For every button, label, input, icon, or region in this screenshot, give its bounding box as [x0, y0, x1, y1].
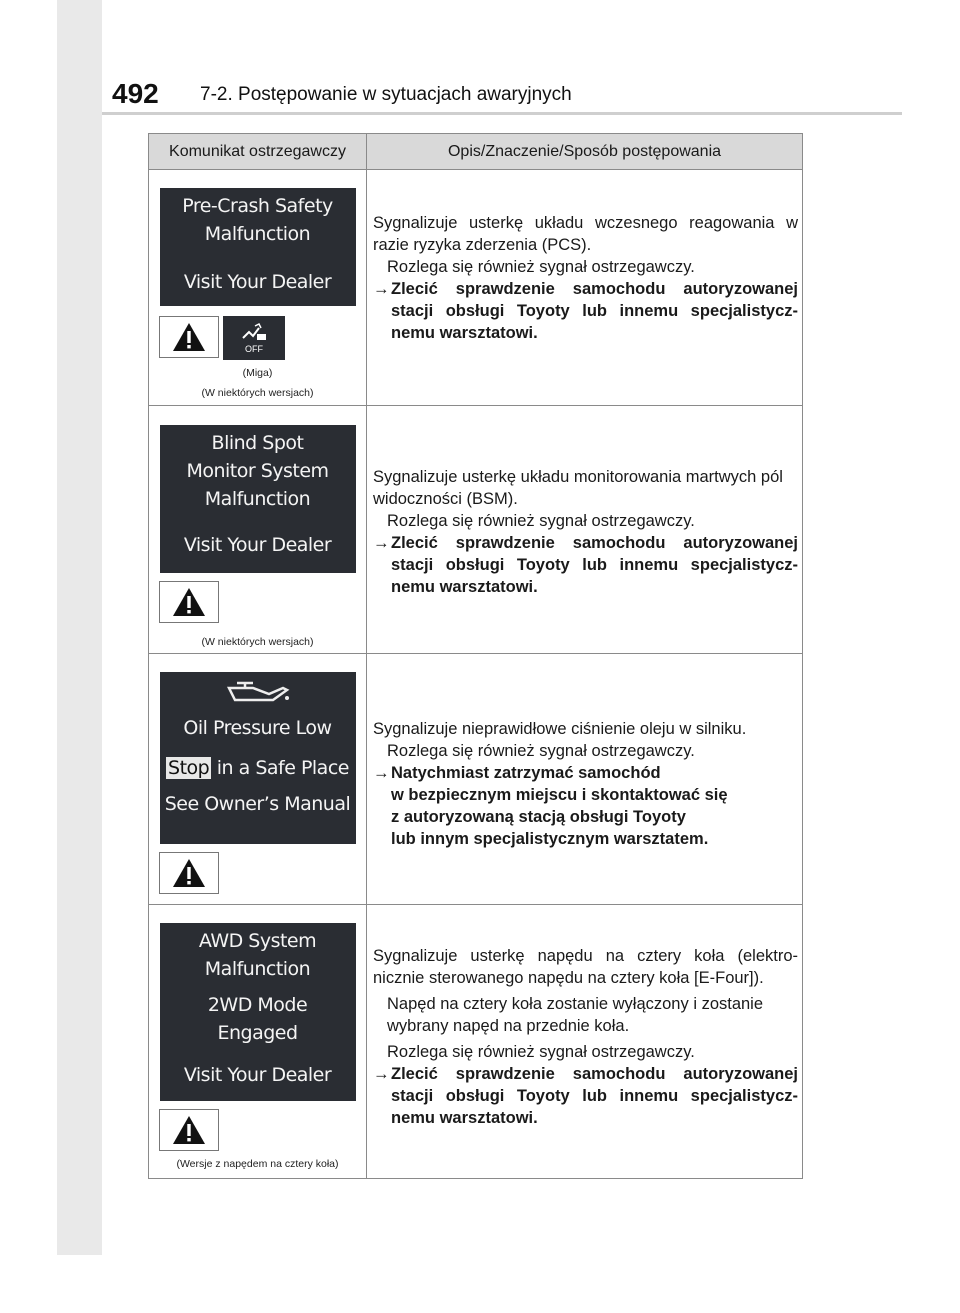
description-text: Sygnalizuje usterkę układu wczesnego reagowania w razie ryzyka zderzenia (PCS).	[373, 214, 798, 254]
screen-line: Visit Your Dealer	[183, 534, 332, 556]
warning-triangle-icon	[159, 581, 219, 623]
caption-some-versions: (W niektórych wersjach)	[201, 387, 314, 399]
action-text: Zlecić sprawdzenie samochodu autoryzowanej stacji obsługi Toyoty lub innemu specjalistycz-nemu warsztatowi.	[391, 280, 798, 342]
pcs-off-label: OFF	[245, 344, 263, 354]
note-text-awd: Napęd na cztery koła zostanie wyłączony i zostanie wybrany napęd na przednie koła.	[387, 995, 764, 1035]
note-text: Rozlega się również sygnał ostrzegawczy.	[387, 1043, 695, 1061]
caption-some-versions: (W niektórych wersjach)	[201, 636, 314, 648]
stop-highlight: Stop	[168, 757, 210, 779]
side-band	[57, 0, 102, 1255]
oil-can-icon	[160, 680, 356, 708]
screen-line: Malfunction	[204, 958, 311, 980]
description-cell	[367, 654, 803, 905]
screen-line: See Owner’s Manual	[164, 793, 351, 815]
screen-line: Malfunction	[204, 488, 311, 510]
message-cell	[149, 170, 367, 406]
message-cell	[149, 406, 367, 654]
screen-line	[160, 513, 356, 531]
screen-line: AWD System	[198, 930, 317, 952]
description-text: Sygnalizuje usterkę napędu na cztery koła (elektro-nicznie sterowanego napędu na cztery koła [E-Four]).	[373, 947, 798, 987]
indicator-icons	[159, 1109, 366, 1151]
section-title: 7-2. Postępowanie w sytuacjach awaryjnych	[200, 84, 572, 105]
col-header-description: Opis/Znaczenie/Sposób postępowania	[367, 134, 803, 170]
screen-line-text: in a Safe Place	[216, 757, 349, 779]
action-text: Zlecić sprawdzenie samochodu autoryzowanej stacji obsługi Toyoty lub innemu specjalistycz-nemu warsztatowi.	[391, 534, 798, 596]
screen-line: Pre-Crash Safety	[182, 195, 333, 217]
table-row	[149, 905, 803, 1179]
action-line-text: Natychmiast zatrzymać samochód	[391, 764, 661, 782]
display-screen-pcs	[160, 188, 356, 306]
note-text: Rozlega się również sygnał ostrzegawczy.	[387, 258, 695, 276]
action-line	[373, 1063, 798, 1129]
display-screen-bsm	[160, 425, 356, 573]
screen-line: Visit Your Dealer	[183, 271, 332, 293]
warning-table	[148, 133, 803, 1179]
action-line	[373, 532, 798, 598]
action-line-text: w bezpiecznym miejscu i skontaktować się	[391, 786, 728, 804]
caption-blinks: (Miga)	[242, 367, 273, 379]
description-cell	[367, 905, 803, 1179]
screen-line: Monitor System	[186, 460, 329, 482]
warning-triangle-icon	[159, 316, 219, 358]
screen-line	[160, 1047, 356, 1061]
display-screen-oil	[160, 672, 356, 844]
description-cell	[367, 170, 803, 406]
action-line-text: lub innym specjalistycznym warsztatem.	[391, 830, 709, 848]
action-line	[373, 762, 798, 850]
caption-awd-versions: (Wersje z napędem na cztery koła)	[176, 1158, 339, 1170]
screen-line-stop	[160, 754, 356, 782]
message-cell	[149, 654, 367, 905]
pcs-off-icon	[223, 316, 285, 360]
screen-line: Malfunction	[204, 223, 311, 245]
arrow-icon: →	[373, 764, 390, 782]
table-row	[149, 406, 803, 654]
screen-line: 2WD Mode	[207, 994, 308, 1016]
note-text: Rozlega się również sygnał ostrzegawczy.	[387, 512, 695, 530]
arrow-icon: →	[373, 280, 390, 298]
action-text	[391, 762, 728, 850]
indicator-icons	[159, 852, 366, 894]
display-screen-awd	[160, 923, 356, 1101]
col-header-message: Komunikat ostrzegawczy	[149, 134, 367, 170]
page-number: 492	[112, 78, 159, 109]
warning-triangle-icon	[159, 852, 219, 894]
indicator-icons	[159, 581, 366, 623]
arrow-icon: →	[373, 534, 390, 552]
screen-line: Visit Your Dealer	[183, 1064, 332, 1086]
arrow-icon: →	[373, 1065, 390, 1083]
screen-line: Blind Spot	[211, 432, 304, 454]
message-cell	[149, 905, 367, 1179]
description-text: Sygnalizuje nieprawidłowe ciśnienie oleju w silniku.	[373, 720, 747, 738]
table-row	[149, 170, 803, 406]
action-line	[373, 278, 798, 344]
description-text: Sygnalizuje usterkę układu monitorowania martwych pól widoczności (BSM).	[373, 468, 783, 508]
screen-line	[160, 248, 356, 268]
screen-line: Oil Pressure Low	[183, 717, 332, 739]
description-cell	[367, 406, 803, 654]
warning-triangle-icon	[159, 1109, 219, 1151]
table-header-row	[149, 134, 803, 170]
note-text: Rozlega się również sygnał ostrzegawczy.	[387, 742, 695, 760]
screen-line: Engaged	[217, 1022, 298, 1044]
action-text: Zlecić sprawdzenie samochodu autoryzowanej stacji obsługi Toyoty lub innemu specjalistycz-nemu warsztatowi.	[391, 1065, 798, 1127]
action-line-text: z autoryzowaną stacją obsługi Toyoty	[391, 808, 686, 826]
header-rule	[102, 112, 902, 115]
indicator-icons	[159, 316, 366, 360]
table-row	[149, 654, 803, 905]
